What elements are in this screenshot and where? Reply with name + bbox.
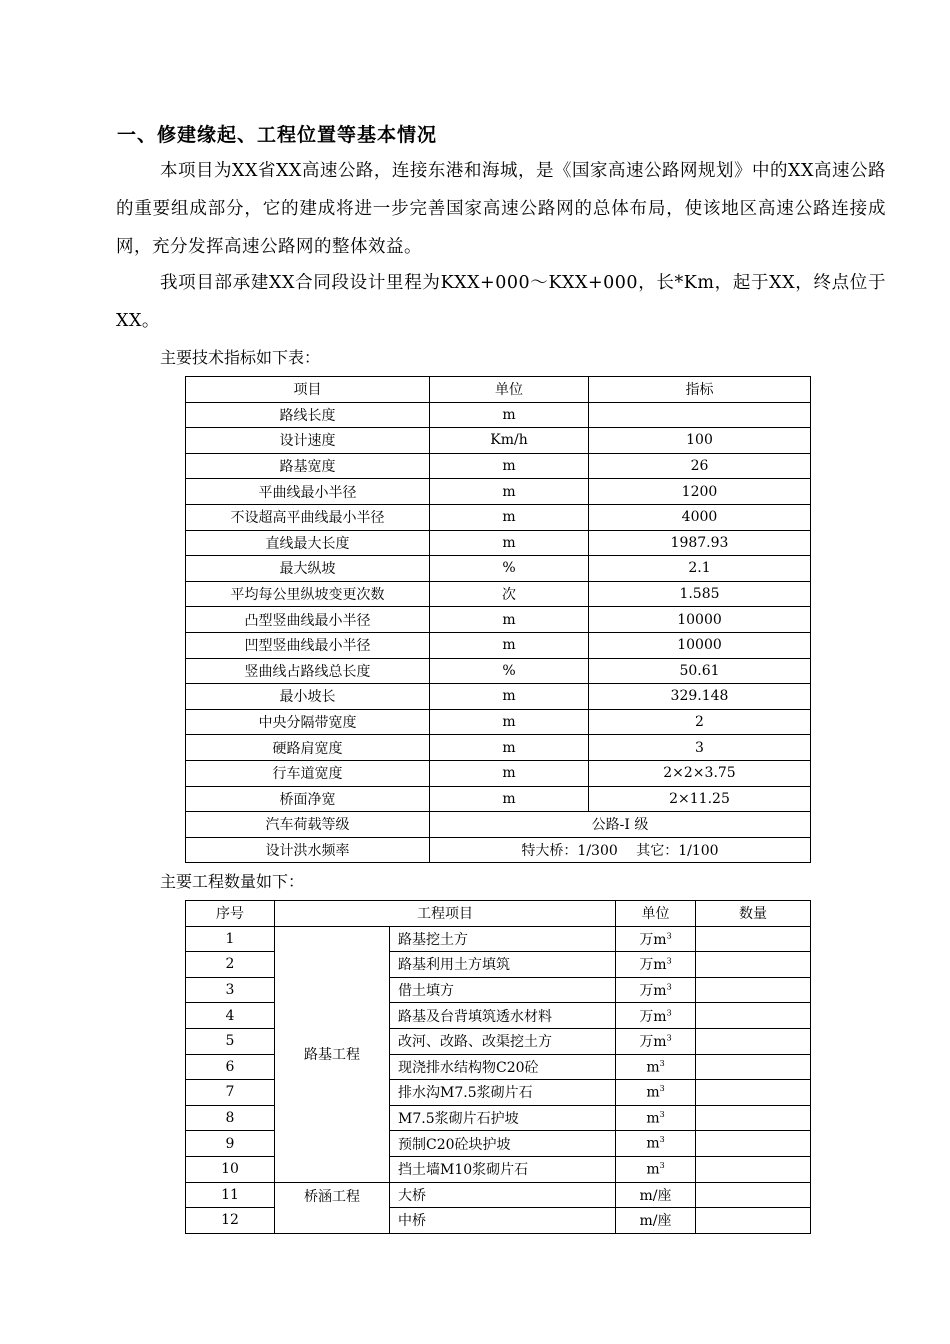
qty-amount-cell xyxy=(696,1105,811,1131)
qty-unit-cell xyxy=(616,1182,696,1208)
spec-cell: 直线最大长度 xyxy=(186,530,430,556)
spec-cell: m xyxy=(430,607,589,633)
spec-row xyxy=(186,556,811,582)
qty-unit-superscript: 3 xyxy=(659,1135,665,1145)
qty-no-cell: 5 xyxy=(186,1028,275,1054)
qty-item-cell: 大桥 xyxy=(390,1182,616,1208)
qty-no-cell: 3 xyxy=(186,977,275,1003)
qty-no-cell: 10 xyxy=(186,1156,275,1182)
qty-unit-cell xyxy=(616,1105,696,1131)
qty-item-cell: 现浇排水结构物C20砼 xyxy=(390,1054,616,1080)
spec-cell: 竖曲线占路线总长度 xyxy=(186,658,430,684)
spec-cell: 10000 xyxy=(589,607,811,633)
spec-merged-cell: 特大桥：1/300 其它：1/100 xyxy=(430,837,811,863)
qty-row xyxy=(186,926,811,952)
qty-unit-superscript: 3 xyxy=(666,956,672,966)
qty-unit-superscript: 3 xyxy=(666,982,672,992)
spec-row xyxy=(186,479,811,505)
spec-cell: 4000 xyxy=(589,504,811,530)
spec-cell: 硬路肩宽度 xyxy=(186,735,430,761)
qty-unit-text: 万m xyxy=(639,1034,667,1051)
qty-amount-cell xyxy=(696,1080,811,1106)
qty-item-cell: 排水沟M7.5浆砌片石 xyxy=(390,1080,616,1106)
qty-unit-cell xyxy=(616,952,696,978)
spec-cell: 行车道宽度 xyxy=(186,760,430,786)
qty-unit-text: 万m xyxy=(639,957,667,974)
qty-no-cell: 12 xyxy=(186,1208,275,1234)
spec-cell: 2 xyxy=(589,709,811,735)
spec-cell: 最小坡长 xyxy=(186,684,430,710)
qty-no-cell: 6 xyxy=(186,1054,275,1080)
qty-no-cell: 7 xyxy=(186,1080,275,1106)
qty-unit-text: m/座 xyxy=(639,1187,672,1204)
qty-item-cell: 路基及台背填筑透水材料 xyxy=(390,1003,616,1029)
spec-cell: m xyxy=(430,709,589,735)
spec-row xyxy=(186,786,811,812)
qty-unit-superscript: 3 xyxy=(666,1008,672,1018)
spec-cell: m xyxy=(430,530,589,556)
spec-row xyxy=(186,504,811,530)
qty-item-cell: 路基利用土方填筑 xyxy=(390,952,616,978)
qty-item-cell: 预制C20砼块护坡 xyxy=(390,1131,616,1157)
spec-cell: 凸型竖曲线最小半径 xyxy=(186,607,430,633)
spec-row xyxy=(186,453,811,479)
spec-row xyxy=(186,632,811,658)
spec-cell: m xyxy=(430,735,589,761)
qty-item-cell: 中桥 xyxy=(390,1208,616,1234)
spec-cell: 3 xyxy=(589,735,811,761)
qty-unit-superscript: 3 xyxy=(666,1033,672,1043)
qty-no-cell: 8 xyxy=(186,1105,275,1131)
spec-cell: 桥面净宽 xyxy=(186,786,430,812)
spec-header-cell: 指标 xyxy=(589,377,811,403)
spec-cell: 中央分隔带宽度 xyxy=(186,709,430,735)
spec-cell: 50.61 xyxy=(589,658,811,684)
qty-item-cell: M7.5浆砌片石护坡 xyxy=(390,1105,616,1131)
qty-amount-cell xyxy=(696,926,811,952)
spec-row xyxy=(186,709,811,735)
qty-row xyxy=(186,1182,811,1208)
spec-row xyxy=(186,658,811,684)
spec-cell: 10000 xyxy=(589,632,811,658)
qty-unit-text: m xyxy=(646,1059,660,1076)
qty-unit-cell xyxy=(616,926,696,952)
qty-unit-text: m/座 xyxy=(639,1213,672,1230)
qty-group-cell: 路基工程 xyxy=(275,926,390,1182)
spec-row xyxy=(186,760,811,786)
spec-cell: 路线长度 xyxy=(186,402,430,428)
qty-unit-superscript: 3 xyxy=(659,1160,665,1170)
qty-item-cell: 路基挖土方 xyxy=(390,926,616,952)
spec-row xyxy=(186,684,811,710)
qty-amount-cell xyxy=(696,1156,811,1182)
spec-cell: 26 xyxy=(589,453,811,479)
qty-amount-cell xyxy=(696,1182,811,1208)
qty-amount-cell xyxy=(696,1028,811,1054)
spec-cell: % xyxy=(430,556,589,582)
spec-row xyxy=(186,735,811,761)
spec-cell: % xyxy=(430,658,589,684)
spec-cell: 路基宽度 xyxy=(186,453,430,479)
spec-cell: 2×2×3.75 xyxy=(589,760,811,786)
qty-header-row xyxy=(186,901,811,927)
qty-header-cell: 序号 xyxy=(186,901,275,927)
spec-cell: m xyxy=(430,786,589,812)
qty-no-cell: 9 xyxy=(186,1131,275,1157)
spec-cell: m xyxy=(430,632,589,658)
spec-cell: 次 xyxy=(430,581,589,607)
spec-row xyxy=(186,812,811,838)
qty-unit-superscript: 3 xyxy=(659,1109,665,1119)
qty-unit-text: m xyxy=(646,1135,660,1152)
qty-header-cell: 数量 xyxy=(696,901,811,927)
qty-header-cell: 单位 xyxy=(616,901,696,927)
spec-cell: 设计洪水频率 xyxy=(186,837,430,863)
spec-header-row xyxy=(186,377,811,403)
spec-row xyxy=(186,402,811,428)
qty-amount-cell xyxy=(696,1208,811,1234)
qty-unit-cell xyxy=(616,1003,696,1029)
contract-paragraph: 我项目部承建XX合同段设计里程为KXX+000～KXX+000，长*Km，起于XX，终点位于XX。 xyxy=(116,273,886,331)
intro-paragraph: 本项目为XX省XX高速公路，连接东港和海城，是《国家高速公路网规划》中的XX高速公路的重要组成部分，它的建成将进一步完善国家高速公路网的总体布局，使该地区高速公路连接成网，充分发挥高速公路网的整体效益。 xyxy=(116,161,886,257)
qty-unit-superscript: 3 xyxy=(666,931,672,941)
spec-merged-cell: 公路-Ⅰ 级 xyxy=(430,812,811,838)
spec-cell: m xyxy=(430,760,589,786)
qty-unit-cell xyxy=(616,1131,696,1157)
qty-unit-cell xyxy=(616,1080,696,1106)
quantity-table xyxy=(185,900,811,1234)
qty-unit-text: m xyxy=(646,1161,660,1178)
spec-header-cell: 项目 xyxy=(186,377,430,403)
qty-unit-cell xyxy=(616,1156,696,1182)
spec-cell: 不设超高平曲线最小半径 xyxy=(186,504,430,530)
qty-amount-cell xyxy=(696,1054,811,1080)
qty-unit-superscript: 3 xyxy=(659,1084,665,1094)
spec-cell: m xyxy=(430,453,589,479)
spec-cell: 凹型竖曲线最小半径 xyxy=(186,632,430,658)
qty-unit-text: m xyxy=(646,1110,660,1127)
section-heading: 一、修建缘起、工程位置等基本情况 xyxy=(117,124,438,146)
spec-row xyxy=(186,837,811,863)
spec-cell: 平曲线最小半径 xyxy=(186,479,430,505)
spec-cell: m xyxy=(430,402,589,428)
qty-unit-text: 万m xyxy=(639,983,667,1000)
spec-cell: 1200 xyxy=(589,479,811,505)
spec-cell: 100 xyxy=(589,428,811,454)
qty-table-caption: 主要工程数量如下： xyxy=(160,872,305,891)
qty-unit-text: 万m xyxy=(639,1008,667,1025)
qty-no-cell: 1 xyxy=(186,926,275,952)
spec-cell: 最大纵坡 xyxy=(186,556,430,582)
spec-cell: 汽车荷载等级 xyxy=(186,812,430,838)
spec-cell: 1.585 xyxy=(589,581,811,607)
spec-row xyxy=(186,607,811,633)
spec-cell: m xyxy=(430,479,589,505)
spec-cell: 2.1 xyxy=(589,556,811,582)
qty-amount-cell xyxy=(696,1003,811,1029)
qty-unit-text: m xyxy=(646,1084,660,1101)
spec-cell: 329.148 xyxy=(589,684,811,710)
spec-cell: m xyxy=(430,504,589,530)
spec-table-caption: 主要技术指标如下表： xyxy=(160,348,321,367)
spec-cell: m xyxy=(430,684,589,710)
spec-cell xyxy=(589,402,811,428)
qty-header-cell: 工程项目 xyxy=(275,901,616,927)
qty-unit-cell xyxy=(616,1208,696,1234)
qty-group-cell: 桥涵工程 xyxy=(275,1182,390,1233)
qty-no-cell: 4 xyxy=(186,1003,275,1029)
qty-no-cell: 2 xyxy=(186,952,275,978)
spec-row xyxy=(186,530,811,556)
technical-spec-table xyxy=(185,376,811,863)
qty-unit-cell xyxy=(616,977,696,1003)
spec-cell: 平均每公里纵坡变更次数 xyxy=(186,581,430,607)
qty-item-cell: 改河、改路、改渠挖土方 xyxy=(390,1028,616,1054)
qty-unit-cell xyxy=(616,1028,696,1054)
qty-item-cell: 借土填方 xyxy=(390,977,616,1003)
spec-cell: 2×11.25 xyxy=(589,786,811,812)
spec-row xyxy=(186,581,811,607)
qty-item-cell: 挡土墙M10浆砌片石 xyxy=(390,1156,616,1182)
qty-no-cell: 11 xyxy=(186,1182,275,1208)
qty-amount-cell xyxy=(696,977,811,1003)
spec-row xyxy=(186,428,811,454)
qty-amount-cell xyxy=(696,1131,811,1157)
spec-cell: Km/h xyxy=(430,428,589,454)
qty-unit-text: 万m xyxy=(639,931,667,948)
spec-header-cell: 单位 xyxy=(430,377,589,403)
qty-unit-cell xyxy=(616,1054,696,1080)
qty-unit-superscript: 3 xyxy=(659,1058,665,1068)
spec-cell: 1987.93 xyxy=(589,530,811,556)
spec-cell: 设计速度 xyxy=(186,428,430,454)
qty-amount-cell xyxy=(696,952,811,978)
